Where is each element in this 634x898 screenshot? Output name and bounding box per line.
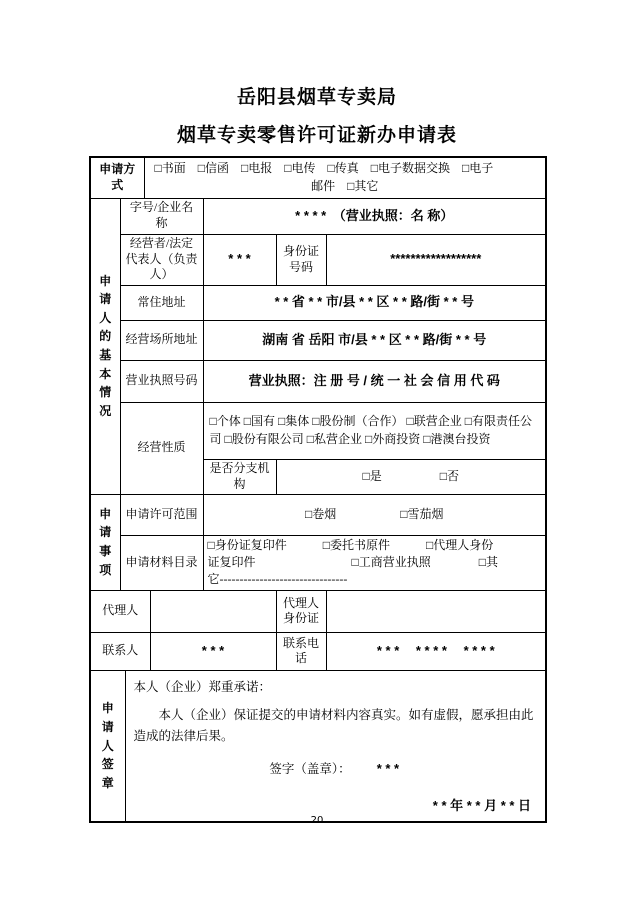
license-number-label: 营业执照号码 <box>120 360 203 402</box>
section-signature <box>90 670 125 822</box>
license-scope-options <box>203 494 546 535</box>
row-apply-method <box>90 157 546 198</box>
section-basic-info <box>90 198 120 494</box>
id-number-label: 身份证号码 <box>276 234 326 285</box>
materials-line2: 证复印件 □工商营业执照 □其 <box>207 554 498 569</box>
row-agent <box>90 590 546 632</box>
company-name-value: * * * * （营业执照：名 称） <box>203 198 546 234</box>
scope-cigar-checkbox: □雪茄烟 <box>400 506 444 521</box>
apply-method-options <box>144 157 546 198</box>
resident-address-label: 常住地址 <box>120 285 203 320</box>
row-materials <box>90 535 546 590</box>
id-number-value: ****************** <box>326 234 546 285</box>
materials-label: 申请材料目录 <box>120 535 203 590</box>
apply-method-options-line2: 邮件 □其它 <box>311 178 379 193</box>
premises-address-label: 经营场所地址 <box>120 320 203 360</box>
row-company-name <box>90 198 546 234</box>
materials-line1: □身份证复印件 □委托书原件 □代理人身份 <box>207 537 494 552</box>
row-premises-address <box>90 320 546 360</box>
operator-label: 经营者/法定代表人（负责人） <box>120 234 203 285</box>
page-number: 20 <box>310 815 324 826</box>
contact-value: * * * <box>150 632 276 670</box>
promise-title: 本人（企业）郑重承诺： <box>133 679 272 694</box>
page-title: 岳阳县烟草专卖局 <box>236 87 397 108</box>
row-business-nature <box>90 402 546 459</box>
row-operator <box>90 234 546 285</box>
row-license-number <box>90 360 546 402</box>
sign-value: * * * <box>376 761 400 777</box>
application-form-table <box>89 156 547 823</box>
contact-phone-label: 联系电话 <box>276 632 326 670</box>
license-scope-label: 申请许可范围 <box>120 494 203 535</box>
agent-value <box>150 590 276 632</box>
row-contact <box>90 632 546 670</box>
agent-label: 代理人 <box>90 590 150 632</box>
apply-method-label: 申请方式 <box>90 157 144 198</box>
contact-phone-value: * * * * * * * * * * * <box>326 632 546 670</box>
section-signature-label: 申请人签章 <box>101 701 114 790</box>
section-basic-info-label: 申请人的基本情况 <box>99 273 112 418</box>
business-nature-options: □个体 □国有 □集体 □股份制（合作） □联营企业 □有限责任公司 □股份有限公司 □私营企业 □外商投资 □港澳台投资 <box>203 402 546 459</box>
branch-yes-checkbox: □是 <box>362 468 382 483</box>
signature-content <box>125 670 546 822</box>
row-signature <box>90 670 546 822</box>
operator-value: * * * <box>203 234 276 285</box>
license-number-value: 营业执照：注 册 号 / 统 一 社 会 信 用 代 码 <box>203 360 546 402</box>
row-license-scope <box>90 494 546 535</box>
scope-cigarette-checkbox: □卷烟 <box>305 506 337 521</box>
promise-body: 本人（企业）保证提交的申请材料内容真实。如有虚假，愿承担由此造成的法律后果。 <box>133 707 534 744</box>
resident-address-value: * * 省 * * 市/县 * * 区 * * 路/街 * * 号 <box>203 285 546 320</box>
agent-id-label: 代理人身份证 <box>276 590 326 632</box>
company-name-label: 字号/企业名称 <box>120 198 203 234</box>
signature-line <box>134 761 536 778</box>
branch-label: 是否分支机构 <box>203 459 276 494</box>
premises-address-value: 湖南 省 岳阳 市/县 * * 区 * * 路/街 * * 号 <box>203 320 546 360</box>
section-apply-items-label: 申请事项 <box>99 506 112 577</box>
contact-label: 联系人 <box>90 632 150 670</box>
apply-method-options-line1: □书面 □信函 □电报 □电传 □传真 □电子数据交换 □电子 <box>154 161 494 176</box>
agent-id-value <box>326 590 546 632</box>
signature-date: * * 年 * * 月 * * 日 <box>432 798 532 814</box>
sign-label: 签字（盖章）： <box>269 762 351 777</box>
branch-options <box>276 459 546 494</box>
form-title: 烟草专卖零售许可证新办申请表 <box>176 125 457 146</box>
materials-list <box>203 535 546 590</box>
section-apply-items <box>90 494 120 590</box>
row-resident-address <box>90 285 546 320</box>
materials-line3: 它-------------------------------- <box>207 572 348 587</box>
branch-no-checkbox: □否 <box>439 468 460 483</box>
business-nature-label: 经营性质 <box>120 402 203 494</box>
